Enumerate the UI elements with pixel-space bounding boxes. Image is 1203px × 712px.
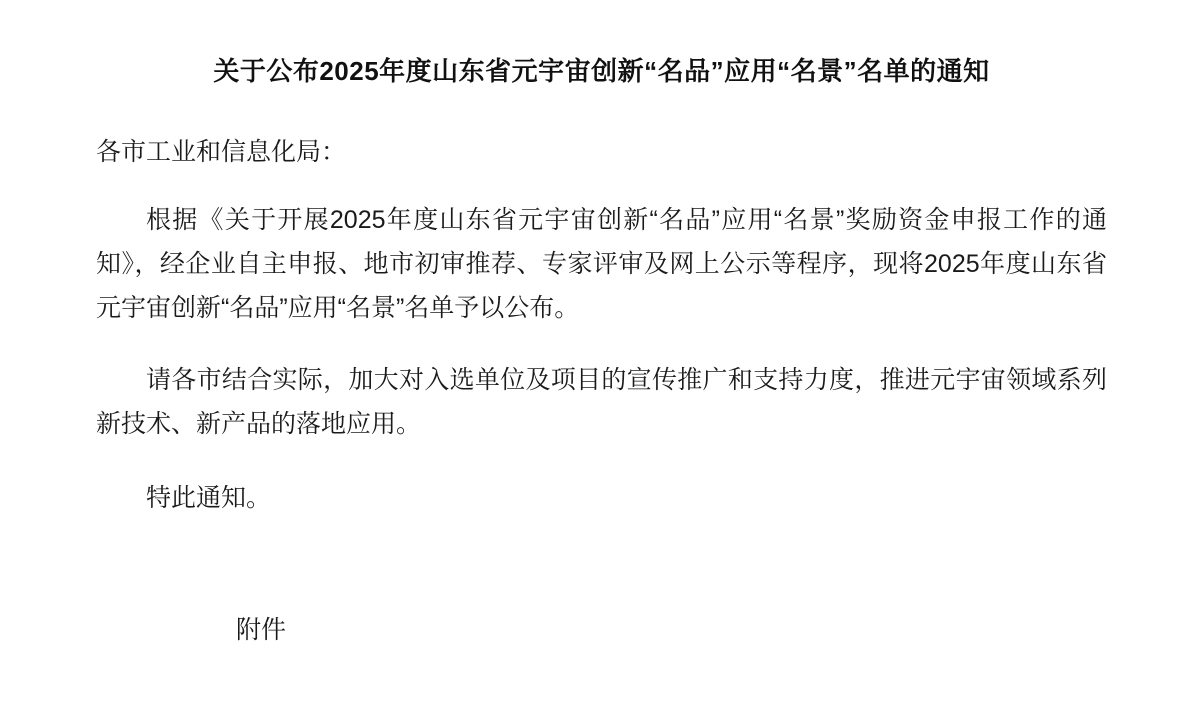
salutation: 各市工业和信息化局： <box>96 138 347 166</box>
page-title: 关于公布2025年度山东省元宇宙创新“名品”应用“名景”名单的通知 <box>213 56 990 86</box>
body-paragraph-2: 请各市结合实际，加大对入选单位及项目的宣传推广和支持力度，推进元宇宙领域系列新技术、新产品的落地应用。 <box>96 366 1107 438</box>
attachment-label: 附件 <box>236 616 287 644</box>
body-paragraph-3: 特此通知。 <box>146 484 272 512</box>
body-paragraph-1: 根据《关于开展2025年度山东省元宇宙创新“名品”应用“名景”奖励资金申报工作的通知》，经企业自主申报、地市初审推荐、专家评审及网上公示等程序，现将2025年度山东省元宇宙创新“名品”应用“名景”名单予以公布。 <box>96 206 1107 322</box>
